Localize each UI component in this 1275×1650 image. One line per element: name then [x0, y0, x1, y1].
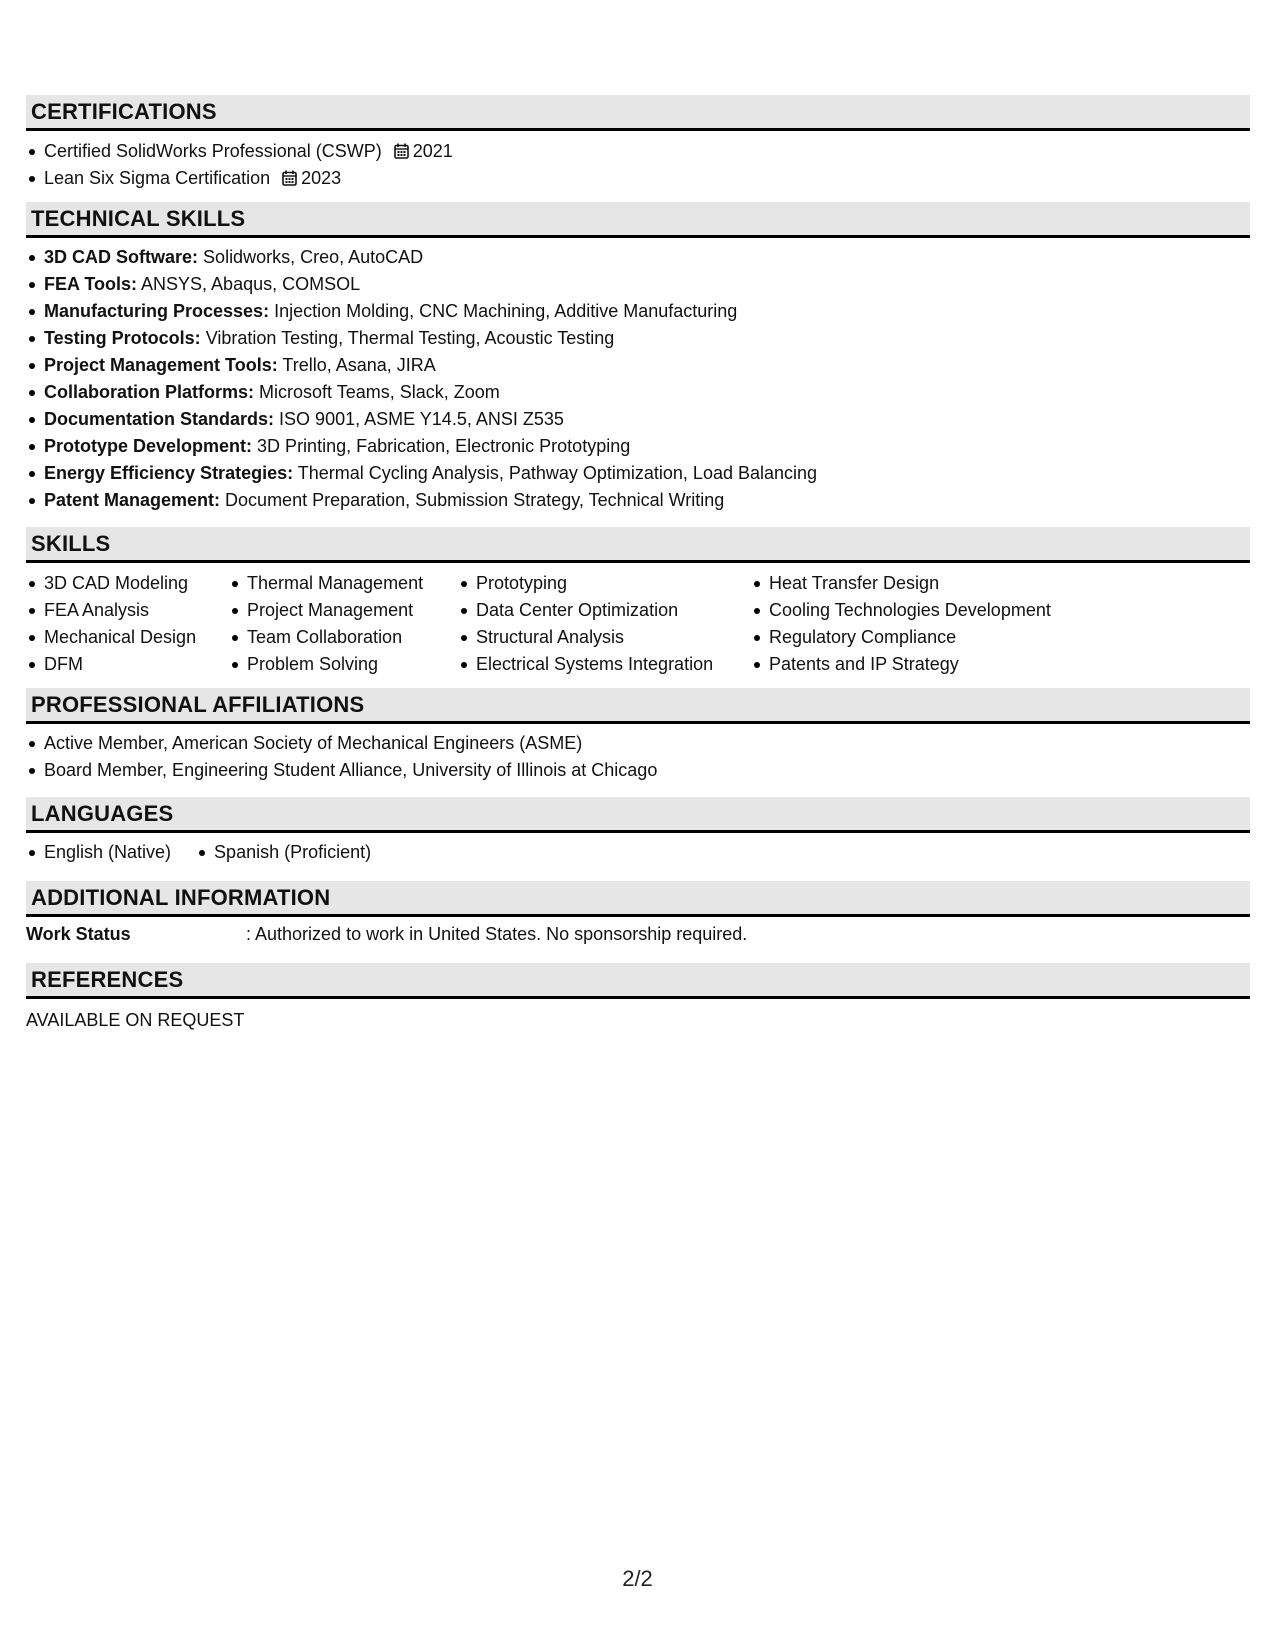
skill-category: Testing Protocols:: [44, 328, 201, 348]
list-item: [26, 379, 1250, 406]
skill-values: ISO 9001, ASME Y14.5, ANSI Z535: [279, 409, 564, 429]
affiliations-section: [26, 688, 1250, 797]
skill-values: Trello, Asana, JIRA: [282, 355, 436, 375]
list-item: [26, 433, 1250, 460]
list-item: Spanish (Proficient): [196, 839, 371, 866]
list-item: [26, 325, 1250, 352]
languages-section: [26, 797, 1250, 881]
skill-category: Documentation Standards:: [44, 409, 275, 429]
section-heading: SKILLS: [26, 527, 1250, 563]
skills-section: [26, 527, 1250, 688]
page-number: 2/2: [622, 1566, 653, 1591]
list-item: Structural Analysis: [458, 624, 751, 651]
list-item: Electrical Systems Integration: [458, 651, 751, 678]
skill-category: Prototype Development:: [44, 436, 253, 456]
list-item: Regulatory Compliance: [751, 624, 1151, 651]
list-item: Patents and IP Strategy: [751, 651, 1151, 678]
skill-category: Manufacturing Processes:: [44, 301, 270, 321]
references-text: AVAILABLE ON REQUEST: [26, 1010, 245, 1030]
languages-list: [26, 833, 1250, 881]
skill-values: Solidworks, Creo, AutoCAD: [203, 247, 424, 267]
list-item: Active Member, American Society of Mechanical Engineers (ASME): [26, 730, 1250, 757]
list-item: Project Management: [229, 597, 458, 624]
affiliations-list: [26, 724, 1250, 797]
skill-values: Microsoft Teams, Slack, Zoom: [259, 382, 500, 402]
list-item: Problem Solving: [229, 651, 458, 678]
skill-category: Project Management Tools:: [44, 355, 278, 375]
skills-column: [229, 570, 458, 678]
list-item: [26, 298, 1250, 325]
list-item: 3D CAD Modeling: [26, 570, 229, 597]
skill-values: Thermal Cycling Analysis, Pathway Optimization, Load Balancing: [297, 463, 818, 483]
section-heading: PROFESSIONAL AFFILIATIONS: [26, 688, 1250, 724]
section-heading: LANGUAGES: [26, 797, 1250, 833]
certifications-list: [26, 131, 1250, 202]
list-item: [26, 406, 1250, 433]
list-item: [26, 138, 1250, 165]
list-item: Heat Transfer Design: [751, 570, 1151, 597]
skill-category: Patent Management:: [44, 490, 221, 510]
skill-values: ANSYS, Abaqus, COMSOL: [141, 274, 361, 294]
list-item: Thermal Management: [229, 570, 458, 597]
skill-category: 3D CAD Software:: [44, 247, 199, 267]
technical-skills-list: [26, 238, 1250, 527]
list-item: Board Member, Engineering Student Alliance, University of Illinois at Chicago: [26, 757, 1250, 784]
skills-column: [26, 570, 229, 678]
work-status-value: : Authorized to work in United States. No sponsorship required.: [246, 924, 748, 944]
certification-year: 2023: [301, 168, 342, 188]
list-item: DFM: [26, 651, 229, 678]
work-status-row: [26, 917, 1250, 963]
list-item: [26, 244, 1250, 271]
work-status-label: Work Status: [26, 924, 131, 944]
skill-category: FEA Tools:: [44, 274, 137, 294]
references-section: [26, 963, 1250, 1034]
list-item: Cooling Technologies Development: [751, 597, 1151, 624]
section-heading: CERTIFICATIONS: [26, 95, 1250, 131]
certification-year: 2021: [412, 141, 453, 161]
list-item: Prototyping: [458, 570, 751, 597]
list-item: [26, 352, 1250, 379]
skill-values: 3D Printing, Fabrication, Electronic Prototyping: [257, 436, 631, 456]
skills-column: [458, 570, 751, 678]
skill-values: Document Preparation, Submission Strategy, Technical Writing: [225, 490, 725, 510]
skills-grid: [26, 563, 1250, 688]
section-heading: REFERENCES: [26, 963, 1250, 999]
technical-skills-section: [26, 202, 1250, 527]
certification-name: Certified SolidWorks Professional (CSWP): [44, 141, 382, 161]
certification-name: Lean Six Sigma Certification: [44, 168, 271, 188]
certifications-section: [26, 95, 1250, 202]
resume-page: [26, 95, 1250, 1034]
skill-category: Energy Efficiency Strategies:: [44, 463, 294, 483]
skills-column: [751, 570, 1151, 678]
skill-values: Injection Molding, CNC Machining, Additive Manufacturing: [274, 301, 738, 321]
additional-info-section: [26, 881, 1250, 963]
calendar-icon: [394, 143, 409, 159]
calendar-icon: [282, 170, 297, 186]
list-item: [26, 487, 1250, 514]
skill-category: Collaboration Platforms:: [44, 382, 255, 402]
list-item: Team Collaboration: [229, 624, 458, 651]
list-item: [26, 460, 1250, 487]
list-item: [26, 271, 1250, 298]
skill-values: Vibration Testing, Thermal Testing, Acoustic Testing: [205, 328, 615, 348]
section-heading: TECHNICAL SKILLS: [26, 202, 1250, 238]
list-item: English (Native): [26, 839, 171, 866]
list-item: Data Center Optimization: [458, 597, 751, 624]
list-item: [26, 165, 1250, 192]
section-heading: ADDITIONAL INFORMATION: [26, 881, 1250, 917]
list-item: FEA Analysis: [26, 597, 229, 624]
list-item: Mechanical Design: [26, 624, 229, 651]
